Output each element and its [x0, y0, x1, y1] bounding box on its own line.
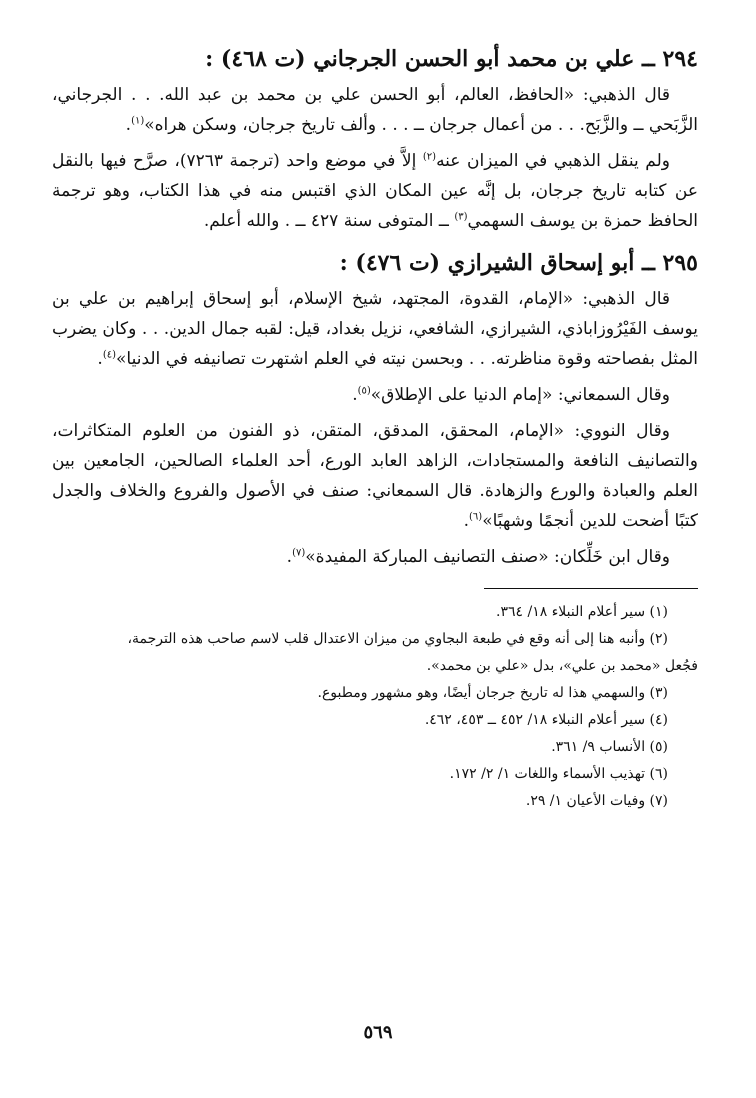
footnotes-section: [52, 599, 698, 815]
entry-294-p1-text: قال الذهبي: «الحافظ، العالم، أبو الحسن علي بن محمد بن عبد الله. . . الجرجاني، الزَّبَحي ــ والزَّبَح. . . من أعمال جرجان ــ . . . وألف تاريخ جرجان، وسكن هراه»: [52, 85, 698, 135]
footnote-5: (٥) الأنساب ٩/ ٣٦١.: [551, 739, 668, 755]
footnote-2: (٢) وأنبه هنا إلى أنه وقع في طبعة البجاوي من ميزان الاعتدال قلب لاسم صاحب هذه الترجمة،: [127, 631, 668, 647]
entry-295-paragraph-3: [52, 416, 698, 536]
entry-294-p2-text-c: ــ المتوفى سنة ٤٢٧ ــ . والله أعلم.: [203, 211, 455, 231]
entry-294-p2-text-a: ولم ينقل الذهبي في الميزان عنه: [436, 151, 670, 171]
entry-295-paragraph-1: [52, 284, 698, 374]
entry-295-p4-text: وقال ابن خَلِّكان: «صنف التصانيف المباركة المفيدة»: [305, 547, 670, 567]
footnote-ref-3[interactable]: (٣): [454, 211, 468, 223]
footnote-3: (٣) والسهمي هذا له تاريخ جرجان أيضًا، وهو مشهور ومطبوع.: [317, 685, 668, 701]
footnote-6: (٦) تهذيب الأسماء واللغات ١/ ٢/ ١٧٢.: [449, 766, 668, 782]
footnote-4: (٤) سير أعلام النبلاء ١٨/ ٤٥٢ ــ ٤٥٣، ٤٦٢.: [424, 712, 668, 728]
entry-295-p4-end: .: [286, 547, 293, 567]
footnote-ref-6[interactable]: (٦): [469, 511, 483, 523]
footnote-ref-1[interactable]: (١): [131, 115, 145, 127]
entry-295-p3-end: .: [463, 511, 469, 531]
entry-294-paragraph-2: [52, 146, 698, 236]
entry-295-title: ٢٩٥ ــ أبو إسحاق الشيرازي (ت ٤٧٦) :: [339, 250, 698, 276]
footnote-7: (٧) وفيات الأعيان ١/ ٢٩.: [525, 793, 668, 809]
entry-295-p1-text: قال الذهبي: «الإمام، القدوة، المجتهد، شيخ الإسلام، أبو إسحاق إبراهيم بن علي بن يوسف الفَيْرُوزاباذي، الشيرازي، الشافعي، نزيل بغداد، قيل: لقبه جمال الدين. . . وكان يضرب المثل بفصاحته وقوة مناظرته. . . وبحسن نيته في العلم اشتهرت تصانيفه في الدنيا»: [52, 289, 698, 369]
entry-294-title: ٢٩٤ ــ علي بن محمد أبو الحسن الجرجاني (ت ٤٦٨) :: [205, 46, 698, 72]
footnote-2-continued: فجُعل «محمد بن علي»، بدل «علي بن محمد».: [426, 658, 698, 674]
footnote-1: (١) سير أعلام النبلاء ١٨/ ٣٦٤.: [496, 604, 668, 620]
entry-294-paragraph-1: [52, 80, 698, 140]
entry-295-p1-end: .: [97, 349, 103, 369]
footnote-ref-5[interactable]: (٥): [357, 385, 371, 397]
entry-295-paragraph-4: [52, 542, 698, 572]
footnote-separator: [484, 588, 698, 589]
entry-295-p2-text: وقال السمعاني: «إمام الدنيا على الإطلاق»: [370, 385, 670, 405]
footnote-ref-4[interactable]: (٤): [102, 349, 117, 361]
entry-295-p3-text: وقال النووي: «الإمام، المحقق، المدقق، المتقن، ذو الفنون من العلوم المتكاثرات، والتصانيف النافعة والمستجادات، الزاهد العابد الورع، أحد العلماء الصالحين، الجامعين بين العلم والعبادة والورع والزهادة. قال السمعاني: صنف في الأصول والفروع والخلاف والجدل كتبًا أضحت للدين أنجمًا وشهبًا»: [52, 421, 698, 531]
footnote-ref-7[interactable]: (٧): [292, 547, 306, 559]
entry-294-p2-text-b: إلاَّ في موضع واحد (ترجمة ٧٢٦٣)، صرَّح فيها بالنقل عن كتابه تاريخ جرجان، بل إنَّه عين المكان الذي اقتبس منه في هذا الكتاب، وهو ترجمة الحافظ حمزة بن يوسف السهمي: [52, 151, 698, 231]
footnote-ref-2[interactable]: (٢): [422, 151, 437, 163]
entry-295-paragraph-2: [52, 380, 698, 410]
entry-295-p2-end: .: [352, 385, 358, 405]
page-number: ٥٦٩: [363, 1022, 393, 1043]
entry-294-p1-end: .: [125, 115, 132, 135]
